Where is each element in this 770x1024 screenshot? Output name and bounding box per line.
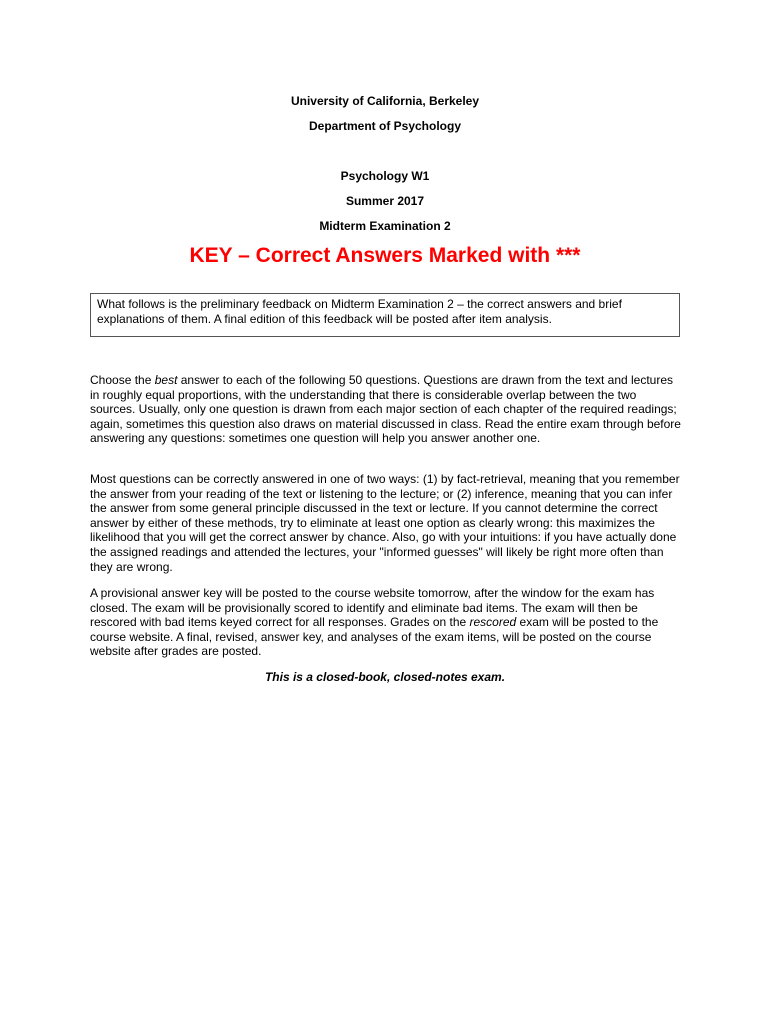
p1-emphasis: best (154, 373, 178, 387)
department-name: Department of Psychology (308, 119, 462, 133)
p1-text-end: answer to each of the following 50 questions. Questions are drawn from the text and lectures in roughly equal proportions, with the understanding that there is considerable overlap between the two sources. Usually, only one question is drawn from each major section of each chapter of the required readings; again, sometimes this question also draws on material discussed in class. Read the entire exam through before answering any questions: sometimes one question will help you answer another one. (90, 373, 681, 446)
instructions-paragraph-2: Most questions can be correctly answered in one of two ways: (1) by fact-retrieval, meaning that you remember the answer from your reading of the text or listening to the lecture; or (2) inference, meaning that you can infer the answer from some general principle discussed in the text or lecture. If you cannot determine the correct answer by either of these methods, try to eliminate at least one option as clearly wrong: this maximizes the likelihood that you will get the correct answer by chance. Also, go with your intuitions: if you have actually done the assigned readings and attended the lectures, your "informed guesses" will likely be right more often than they are wrong. (90, 472, 680, 574)
exam-term: Summer 2017 (345, 194, 425, 208)
p3-text-start: A provisional answer key will be posted to the course website tomorrow, after the window for the exam has closed. The exam will be provisionally scored to identify and eliminate bad items. The exam will then be rescored with bad items keyed correct for all responses. Grades on the (90, 586, 655, 630)
exam-title: Midterm Examination 2 (319, 219, 451, 233)
university-name: University of California, Berkeley (290, 94, 480, 108)
instructions-paragraph-1 (90, 373, 684, 446)
answer-key-heading: KEY – Correct Answers Marked with *** (189, 244, 581, 267)
instructions-paragraph-3 (90, 586, 684, 659)
p3-emphasis: rescored (469, 615, 517, 630)
course-name: Psychology W1 (340, 169, 430, 183)
p3-text-end: exam will be posted to the course website. A final, revised, answer key, and analyses of the exam items, will be posted on the course website after grades are posted. (90, 615, 659, 659)
feedback-notice-box: What follows is the preliminary feedback on Midterm Examination 2 – the correct answers and brief explanations of them. A final edition of this feedback will be posted after item analysis. (90, 293, 680, 337)
p1-text-start: Choose the (90, 373, 155, 387)
closed-book-notice: This is a closed-book, closed-notes exam. (264, 670, 506, 684)
